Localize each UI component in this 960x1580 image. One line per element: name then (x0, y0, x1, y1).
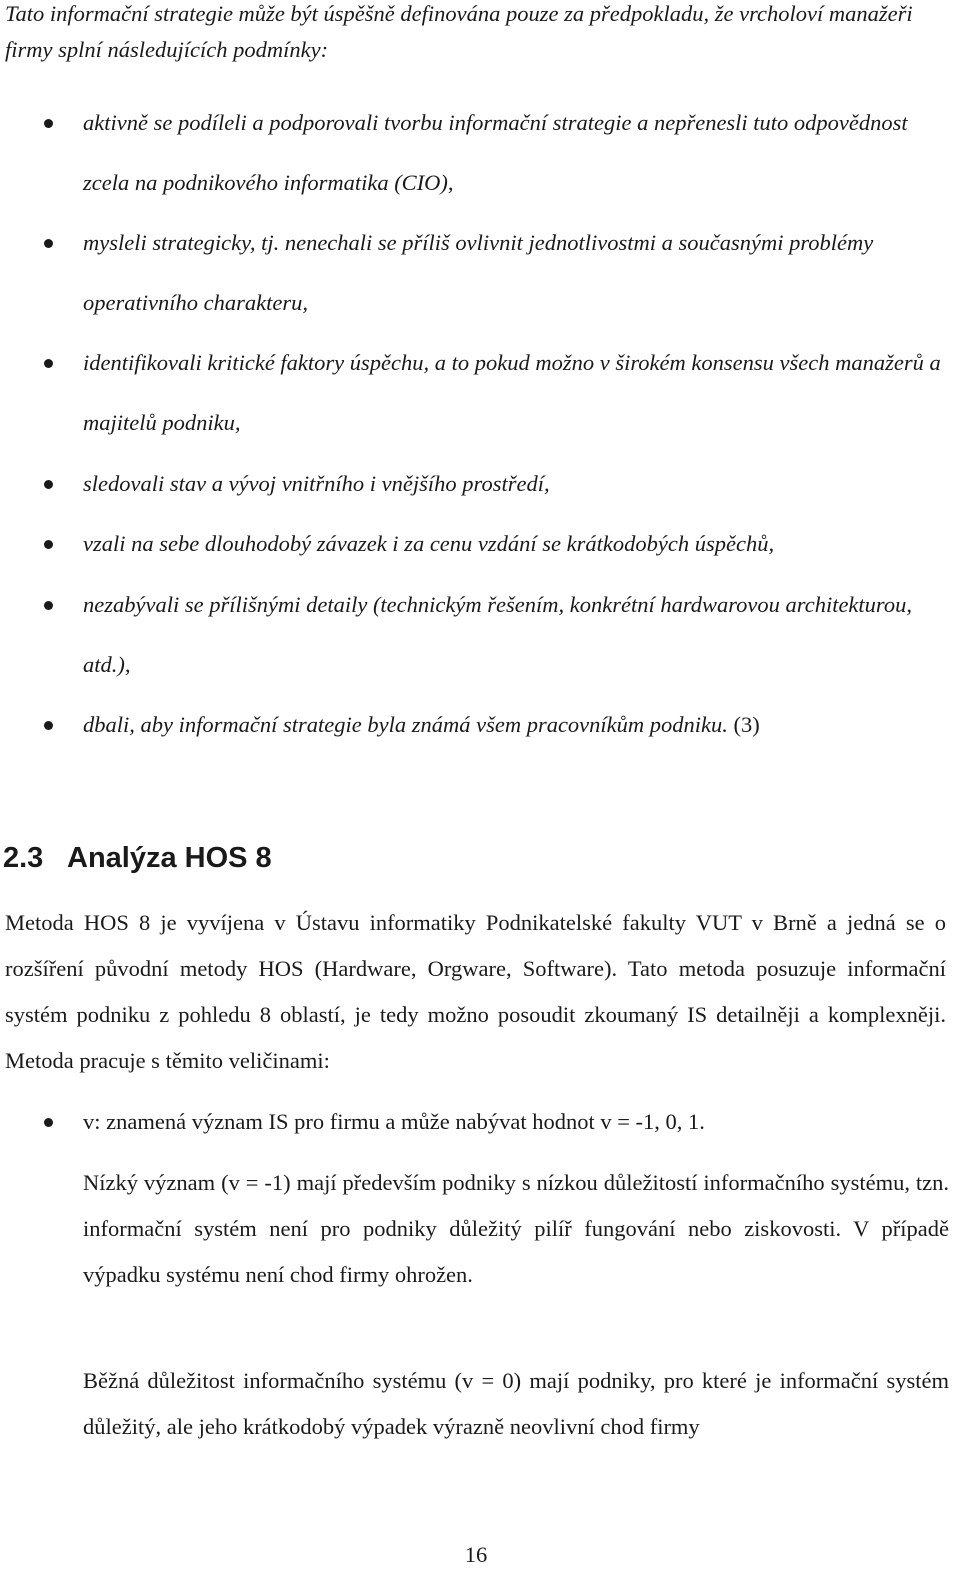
hos8-paragraph: Metoda HOS 8 je vyvíjena v Ústavu informatiky Podnikatelské fakulty VUT v Brně a jedná se o rozšíření původní metody HOS (Hardware, Orgware, Software). Tato metoda posuzuje informační systém podniku z pohledu 8 oblastí, je tedy možno posoudit zkoumaný IS detailněji a komplexněji. Metoda pracuje s těmito veličinami: (5, 910, 946, 1073)
bullet-dot-icon (44, 721, 53, 730)
list-item-text: sledovali stav a vývoj vnitřního i vnějšího prostředí, (83, 471, 550, 496)
low-importance-paragraph: Nízký význam (v = -1) mají především podniky s nízkou důležitostí informačního systému, tzn. informační systém není pro podniky důležitý pilíř fungování nebo ziskovosti. V případě výpadku systému není chod firmy ohrožen. (83, 1170, 949, 1287)
list-item-text: mysleli strategicky, tj. nenechali se příliš ovlivnit jednotlivostmi a současnými problémy operativního charakteru, (83, 230, 874, 315)
page-number: 16 (464, 1542, 488, 1567)
bullet-dot-icon (44, 359, 53, 368)
list-item-text (83, 695, 945, 755)
bullet-dot-icon (44, 480, 53, 489)
list-item-text: nezabývali se přílišnými detaily (technickým řešením, konkrétní hardwarovou architekturou, atd.), (83, 592, 912, 677)
section-heading (3, 838, 272, 878)
section-number: 2.3 (3, 842, 44, 874)
list-item-text: vzali na sebe dlouhodobý závazek i za cenu vzdání se krátkodobých úspěchů, (83, 531, 775, 556)
bullet-dot-icon (44, 601, 53, 610)
bullet-dot-icon (44, 119, 53, 128)
list-item-text: aktivně se podíleli a podporovali tvorbu informační strategie a nepřenesli tuto odpovědnost zcela na podnikového informatika (CIO), (83, 110, 908, 195)
variable-v-definition: v: znamená význam IS pro firmu a může nabývat hodnot v = -1, 0, 1. (83, 1109, 705, 1134)
intro-text: Tato informační strategie může být úspěšně definována pouze za předpokladu, že vrcholoví manažeři firmy splní následujících podmínky: (5, 1, 913, 62)
normal-importance-paragraph: Běžná důležitost informačního systému (v = 0) mají podniky, pro které je informační systém důležitý, ale jeho krátkodobý výpadek výrazně neovlivní chod firmy (83, 1368, 949, 1439)
list-item-text: identifikovali kritické faktory úspěchu, a to pokud možno v širokém konsensu všech manažerů a majitelů podniku, (83, 350, 941, 435)
bullet-dot-icon (44, 1118, 53, 1127)
citation-reference: (3) (727, 712, 760, 737)
section-title: Analýza HOS 8 (67, 842, 272, 874)
list-item-text-main: dbali, aby informační strategie byla známá všem pracovníkům podniku. (83, 712, 728, 737)
bullet-dot-icon (44, 540, 53, 549)
bullet-dot-icon (44, 239, 53, 248)
